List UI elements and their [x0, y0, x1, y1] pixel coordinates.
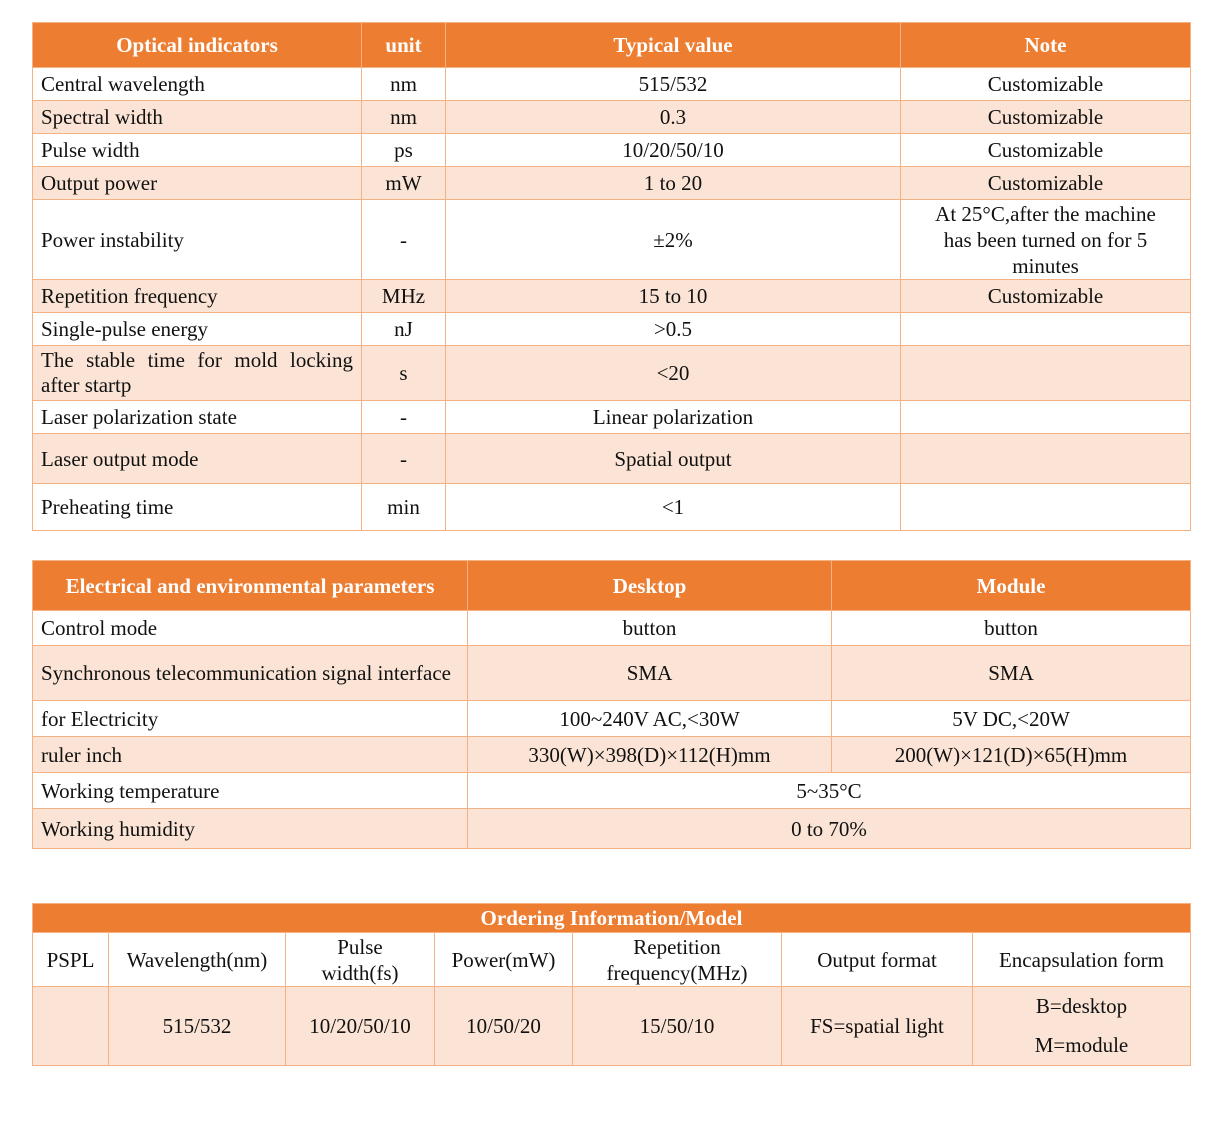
param-unit: ps	[362, 134, 446, 167]
power-value: 10/50/20	[435, 987, 573, 1066]
table-row	[33, 200, 1191, 280]
param-unit: nJ	[362, 313, 446, 346]
param-name: for Electricity	[33, 701, 468, 737]
param-name: Repetition frequency	[33, 280, 362, 313]
param-name: Spectral width	[33, 101, 362, 134]
optical-header-unit: unit	[362, 23, 446, 68]
param-name: ruler inch	[33, 737, 468, 773]
table-row	[33, 167, 1191, 200]
param-value: <20	[446, 346, 901, 401]
module-value: 5V DC,<20W	[832, 701, 1191, 737]
param-note	[901, 484, 1191, 531]
param-unit: s	[362, 346, 446, 401]
ordering-header-wavelength: Wavelength(nm)	[109, 933, 286, 987]
table-row	[33, 737, 1191, 773]
table-row	[33, 101, 1191, 134]
optical-indicators-table	[32, 22, 1191, 531]
param-note: Customizable	[901, 101, 1191, 134]
param-note: Customizable	[901, 280, 1191, 313]
table-row	[33, 987, 1191, 1066]
electrical-header-desktop: Desktop	[468, 561, 832, 611]
param-unit: mW	[362, 167, 446, 200]
desktop-value: button	[468, 611, 832, 646]
param-unit: -	[362, 434, 446, 484]
repetition-value: 15/50/10	[573, 987, 782, 1066]
param-note	[901, 434, 1191, 484]
encapsulation-module: M=module	[1034, 1033, 1129, 1057]
encapsulation-value	[973, 987, 1191, 1066]
param-unit: -	[362, 200, 446, 280]
ordering-header-encapsulation: Encapsulation form	[973, 933, 1191, 987]
param-value: Spatial output	[446, 434, 901, 484]
ordering-header-output-format: Output format	[782, 933, 973, 987]
pspl-value	[33, 987, 109, 1066]
desktop-value: SMA	[468, 646, 832, 701]
param-value: 1 to 20	[446, 167, 901, 200]
param-note: At 25°C,after the machine has been turned on for 5 minutes	[901, 200, 1191, 280]
table-row	[33, 346, 1191, 401]
ordering-header-pulse-width: Pulse width(fs)	[286, 933, 435, 987]
param-value: >0.5	[446, 313, 901, 346]
param-name: Output power	[33, 167, 362, 200]
ordering-header-power: Power(mW)	[435, 933, 573, 987]
encapsulation-desktop: B=desktop	[1035, 994, 1128, 1018]
param-note: Customizable	[901, 167, 1191, 200]
table-row	[33, 809, 1191, 849]
param-value: <1	[446, 484, 901, 531]
param-note: Customizable	[901, 68, 1191, 101]
ordering-header-repetition: Repetition frequency(MHz)	[573, 933, 782, 987]
output-format-value: FS=spatial light	[782, 987, 973, 1066]
electrical-header-row	[33, 561, 1191, 611]
param-name: Working humidity	[33, 809, 468, 849]
param-name: Power instability	[33, 200, 362, 280]
param-note	[901, 401, 1191, 434]
param-note: Customizable	[901, 134, 1191, 167]
param-value: 0.3	[446, 101, 901, 134]
param-name: The stable time for mold locking after startp	[33, 346, 362, 401]
table-row	[33, 134, 1191, 167]
pulse-width-value: 10/20/50/10	[286, 987, 435, 1066]
electrical-header-module: Module	[832, 561, 1191, 611]
optical-header-typical: Typical value	[446, 23, 901, 68]
module-value: button	[832, 611, 1191, 646]
shared-value: 0 to 70%	[468, 809, 1191, 849]
electrical-parameters-table	[32, 560, 1191, 849]
param-unit: MHz	[362, 280, 446, 313]
param-value: 515/532	[446, 68, 901, 101]
param-name: Control mode	[33, 611, 468, 646]
param-name: Single-pulse energy	[33, 313, 362, 346]
table-row	[33, 280, 1191, 313]
table-row	[33, 401, 1191, 434]
param-name: Preheating time	[33, 484, 362, 531]
param-unit: nm	[362, 68, 446, 101]
table-row	[33, 434, 1191, 484]
wavelength-value: 515/532	[109, 987, 286, 1066]
table-row	[33, 646, 1191, 701]
param-name: Central wavelength	[33, 68, 362, 101]
param-note	[901, 346, 1191, 401]
electrical-header-params: Electrical and environmental parameters	[33, 561, 468, 611]
desktop-value: 330(W)×398(D)×112(H)mm	[468, 737, 832, 773]
optical-header-row	[33, 23, 1191, 68]
module-value: 200(W)×121(D)×65(H)mm	[832, 737, 1191, 773]
table-row	[33, 773, 1191, 809]
table-row	[33, 484, 1191, 531]
param-value: 10/20/50/10	[446, 134, 901, 167]
ordering-title-row	[33, 904, 1191, 933]
param-name: Laser output mode	[33, 434, 362, 484]
ordering-information-table	[32, 903, 1191, 1066]
ordering-header-pspl: PSPL	[33, 933, 109, 987]
optical-header-indicators: Optical indicators	[33, 23, 362, 68]
param-note	[901, 313, 1191, 346]
table-row	[33, 611, 1191, 646]
table-row	[33, 701, 1191, 737]
ordering-title: Ordering Information/Model	[33, 904, 1191, 933]
param-value: 15 to 10	[446, 280, 901, 313]
param-unit: nm	[362, 101, 446, 134]
param-name: Pulse width	[33, 134, 362, 167]
table-row	[33, 68, 1191, 101]
table-row	[33, 313, 1191, 346]
param-unit: min	[362, 484, 446, 531]
param-name: Working temperature	[33, 773, 468, 809]
shared-value: 5~35°C	[468, 773, 1191, 809]
param-name: Synchronous telecommunication signal interface	[33, 646, 468, 701]
module-value: SMA	[832, 646, 1191, 701]
param-unit: -	[362, 401, 446, 434]
optical-header-note: Note	[901, 23, 1191, 68]
param-value: ±2%	[446, 200, 901, 280]
desktop-value: 100~240V AC,<30W	[468, 701, 832, 737]
param-value: Linear polarization	[446, 401, 901, 434]
ordering-header-row	[33, 933, 1191, 987]
param-name: Laser polarization state	[33, 401, 362, 434]
